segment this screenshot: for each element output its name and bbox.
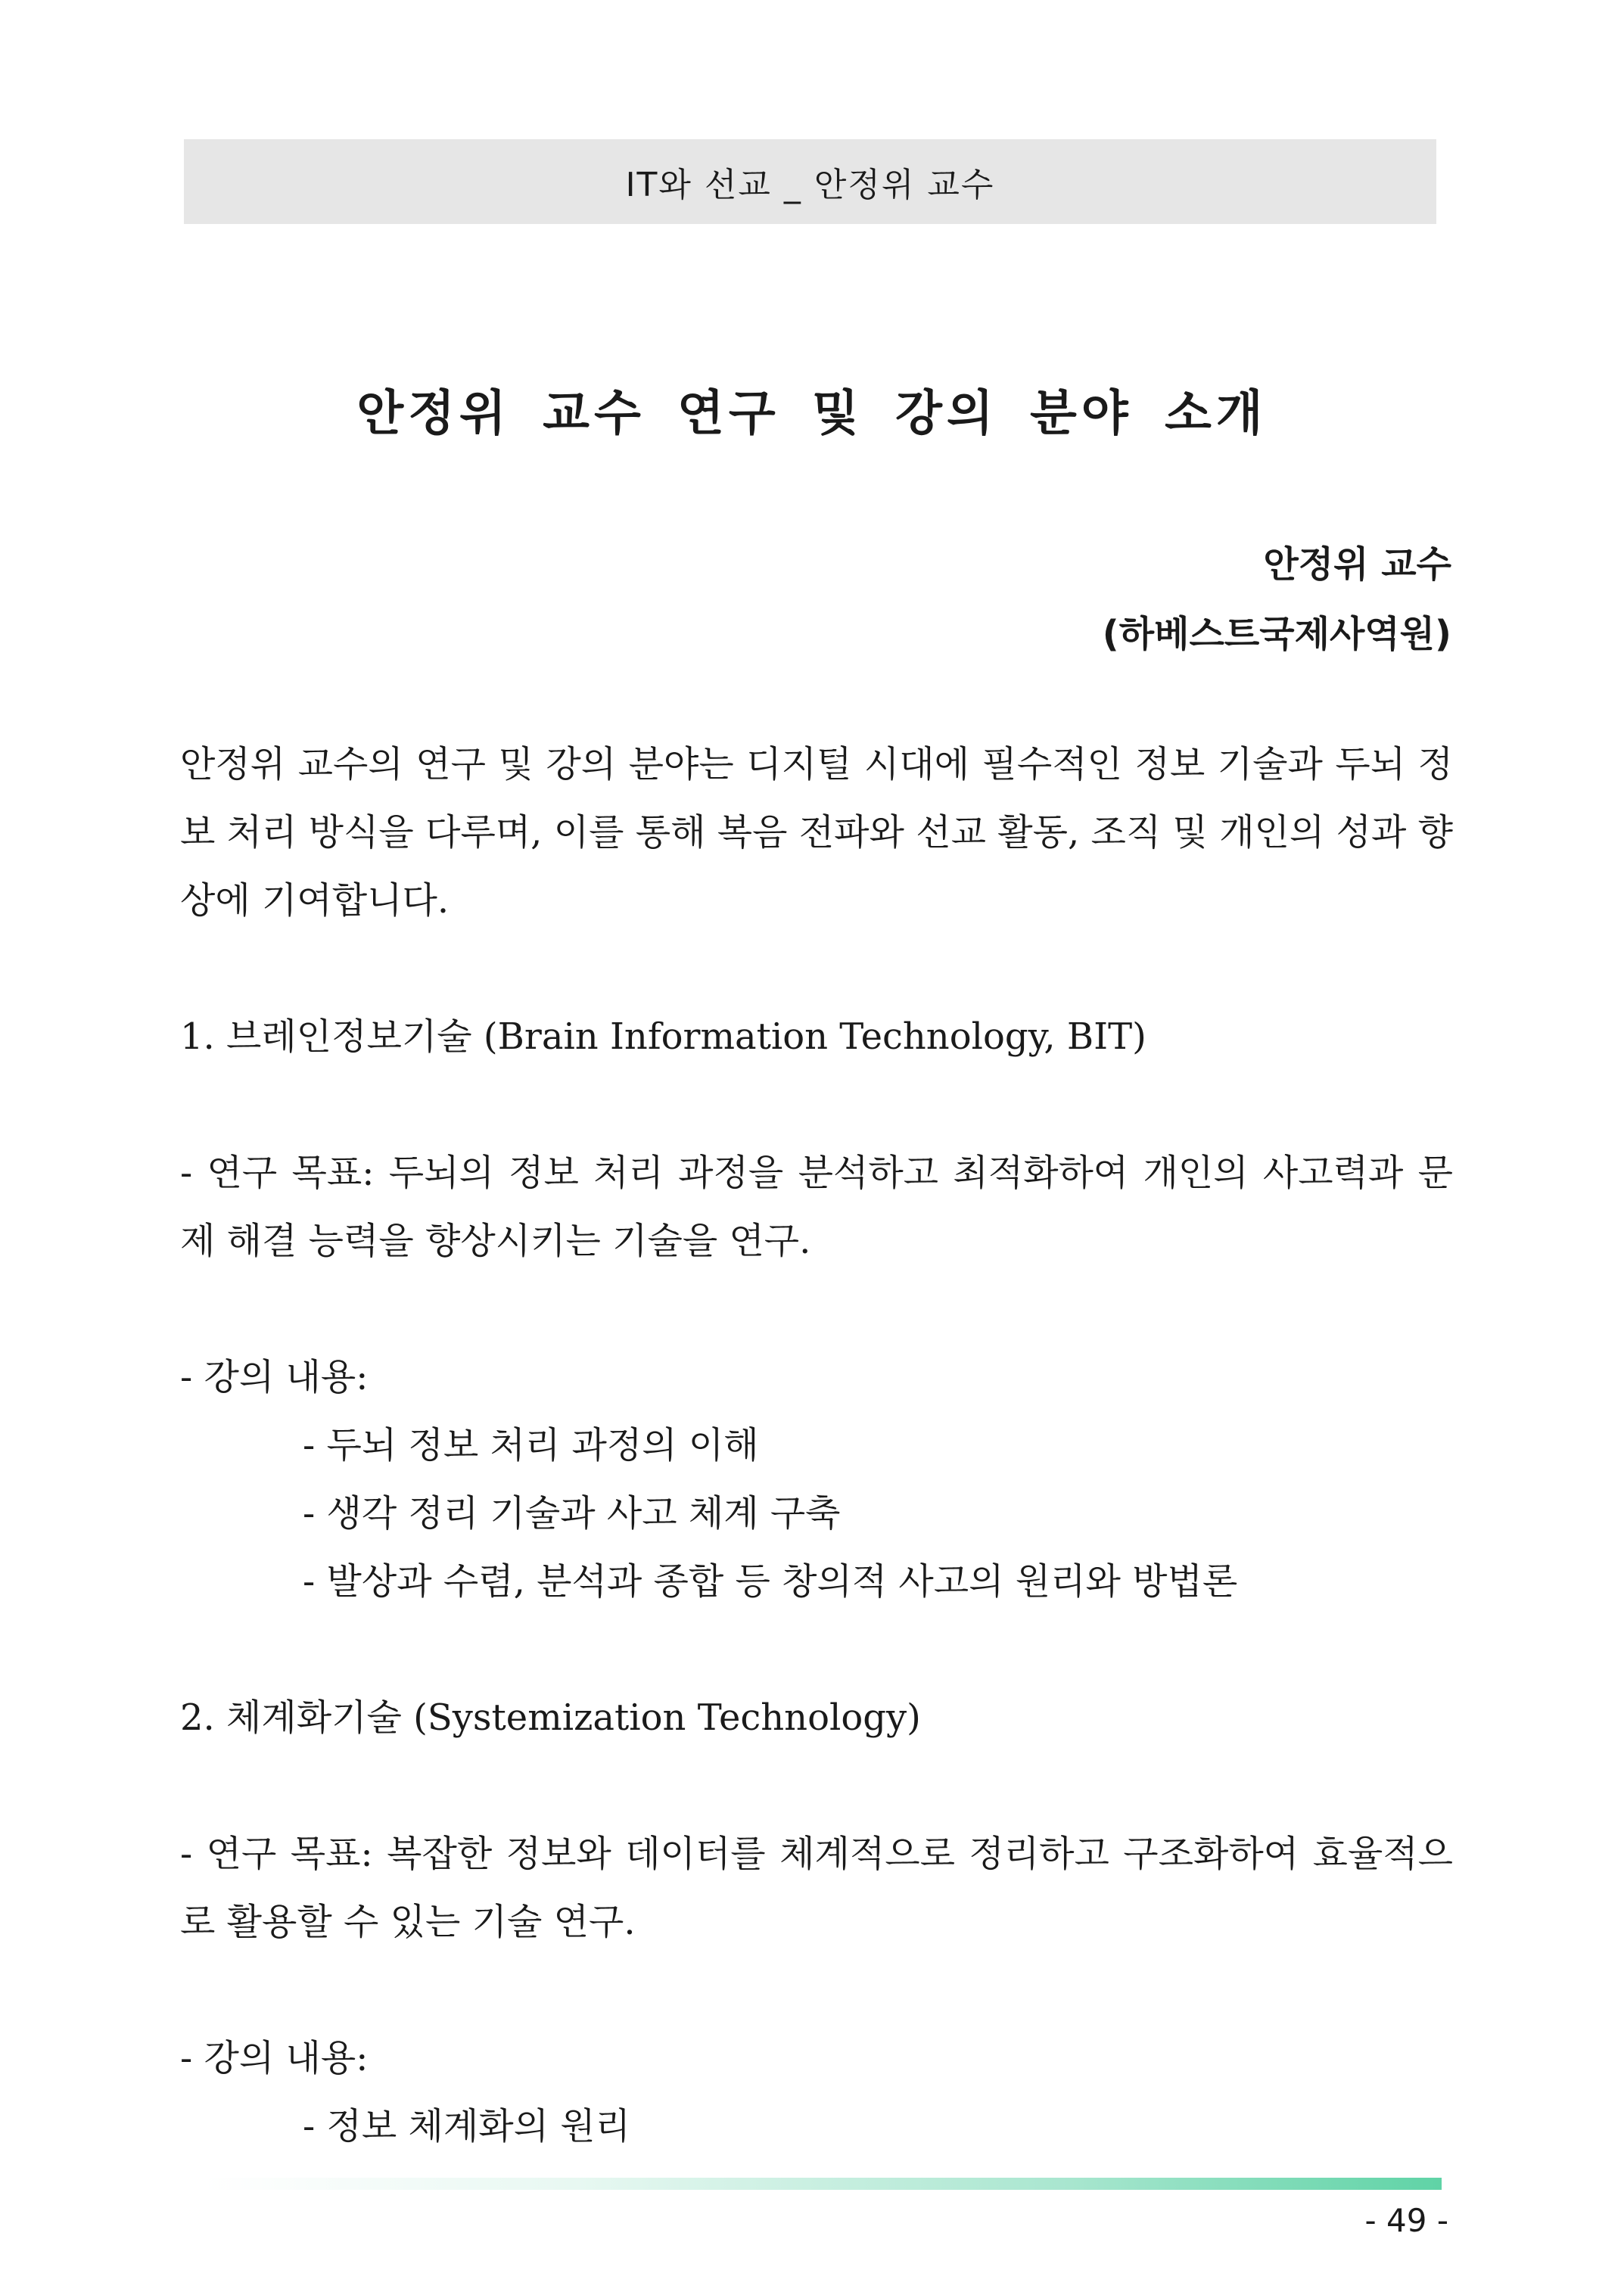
section-2-goal: - 연구 목표: 복잡한 정보와 데이터를 체계적으로 정리하고 구조화하여 효율적으로 활용할 수 있는 기술 연구. <box>180 1833 1453 1943</box>
section-1-heading: 1. 브레인정보기술 (Brain Information Technology, BIT) <box>180 1015 1146 1058</box>
section-1-goal: - 연구 목표: 두뇌의 정보 처리 과정을 분석하고 최적화하여 개인의 사고력과 문제 해결 능력을 향상시키는 기술을 연구. <box>180 1152 1453 1262</box>
running-header-text: IT와 선교 _ 안정위 교수 <box>625 166 995 204</box>
section-1-lecture-item: - 두뇌 정보 처리 과정의 이해 <box>303 1424 759 1466</box>
author-name: 안정위 교수 <box>1263 543 1451 586</box>
document-title: 안정위 교수 연구 및 강의 분야 소개 <box>356 386 1268 442</box>
intro-paragraph: 안정위 교수의 연구 및 강의 분야는 디지털 시대에 필수적인 정보 기술과 두뇌 정보 처리 방식을 다루며, 이를 통해 복음 전파와 선교 활동, 조직 및 개인의 성과 향상에 기여합니다. <box>180 743 1453 922</box>
section-2-lecture-item: - 정보 체계화의 원리 <box>303 2105 630 2147</box>
running-header <box>184 139 1436 224</box>
section-1-lecture-label: - 강의 내용: <box>180 1356 369 1398</box>
author-block <box>1103 530 1451 669</box>
section-2-lecture-label: - 강의 내용: <box>180 2037 369 2079</box>
section-2-heading: 2. 체계화기술 (Systemization Technology) <box>180 1696 921 1739</box>
author-affiliation: (하베스트국제사역원) <box>1102 613 1451 655</box>
footer-rule <box>204 2178 1442 2190</box>
section-1-lecture-item: - 생각 정리 기술과 사고 체계 구축 <box>303 1492 841 1535</box>
section-1-lecture-item: - 발상과 수렴, 분석과 종합 등 창의적 사고의 원리와 방법론 <box>303 1560 1238 1603</box>
page-number: - 49 - <box>1364 2202 1448 2239</box>
